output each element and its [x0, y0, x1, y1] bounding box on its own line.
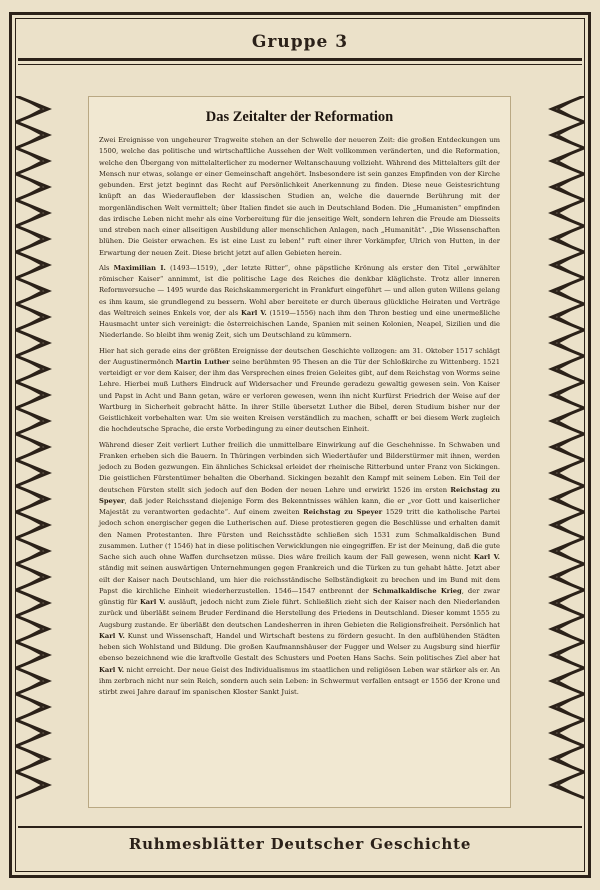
header-rule-thin — [18, 64, 582, 65]
chevron-ornament-icon — [12, 96, 52, 812]
bold-term: Karl V. — [473, 553, 500, 561]
chevron-ornament-icon — [548, 96, 588, 812]
paragraph: Als Maximilian I. (1493—1519), „der letzte Ritter“, ohne päpstliche Krönung als erster den Titel „erwählter römischer Kaiser“ annimmt, ist die politische Lage des Reiches die denkbar kläglichste. Trotz aller inneren Reformversuche — 1495 wurde das Reichskammergericht in Frankfurt eingeführt — und allen guten Willens gelang es ihm kaum, sie grundlegend zu bessern. Wohl aber bereitete er durch überaus glückliche Heiraten und Verträge das Weltreich seines Enkels vor, der als Karl V. (1519—1556) nach ihm den Thron bestieg und eine unermeßliche Hausmacht unter sich vereinigt: die österreichischen Lande, Spanien mit seinen Kolonien, Neapel, Sizilien und die Niederlande. So bleibt ihm wenig Zeit, sich um Deutschland zu kümmern. — [99, 263, 500, 340]
bold-term: Karl V. — [241, 308, 267, 317]
article-title: Das Zeitalter der Reformation — [205, 109, 394, 125]
article-panel — [88, 96, 511, 808]
paragraph: Hier hat sich gerade eins der größten Ereignisse der deutschen Geschichte vollzogen: am 31. Oktober 1517 schlägt der Augustinermönch Martin Luther seine berühmten 95 Thesen an die Tür der Schloßkirche zu Wittenberg. 1521 verteidigt er vor dem Kaiser, der ihm das Versprechen eines freien Geleites gibt, auf dem Reichstag von Worms seine Lehre. Hierbei muß Luthers Eindruck auf Widersacher und Freunde geradezu gewaltig gewesen sein. Von Kaiser und Papst in Acht und Bann getan, wäre er verloren gewesen, wenn ihn nicht Kurfürst Friedrich der Weise auf der Wartburg in Sicherheit gebracht hätte. In ihrer Stille übersetzt Luther die Bibel, deren Studium bisher nur der Geistlichkeit vorbehalten war. Um sie weiten Kreisen verständlich zu machen, schafft er bei diesem Werk zugleich die hochdeutsche Sprache, die erste Vorbedingung zu einer deutschen Einheit. — [99, 346, 500, 434]
bold-term: Karl V. — [99, 665, 125, 674]
paragraph: Während dieser Zeit verliert Luther freilich die unmittelbare Einwirkung auf die Geschehnisse. In Schwaben und Franken erheben sich die Bauern. In Thüringen verbinden sich Wiedertäufer und Bilderstürmer mit ihnen, werden jedoch zu Boden gezwungen. Ein ähnliches Schicksal erleidet der rheinische Ritterbund unter Franz von Sickingen. Die geistlichen Fürstentümer behalten die Oberhand. Sickingen bezahlt den Kampf mit seinem Leben. Ein Teil der deutschen Fürsten stellt sich jedoch auf den Boden der neuen Lehre und erwirkt 1526 im ersten Reichstag zu Speyer, daß jeder Reichsstand diejenige Form des Bekenntnisses wählen kann, die er „vor Gott und kaiserlicher Majestät zu verantworten gedachte“. Auf einem zweiten Reichstag zu Speyer 1529 tritt die katholische Partei jedoch schon energischer gegen die Lutherischen auf. Diese protestieren gegen die Beschlüsse und erhalten damit den Namen Protestanten. Ihre Fürsten und Reichsstädte schließen sich 1531 zum Schmalkaldischen Bund zusammen. Luther († 1546) hat in diese politischen Verwicklungen nie eingegriffen. Er ist der Meinung, daß die gute Sache sich auch ohne Waffen durchsetzen müsse. Dies wäre freilich kaum der Fall gewesen, wenn nicht Karl V. ständig mit seinen auswärtigen Unternehmungen gegen Frankreich und die Türken zu tun gehabt hätte. Jetzt aber eilt der Kaiser nach Deutschland, um hier die reichsständische Selbständigkeit zu brechen und im Bund mit dem Papst die kirchliche Einheit wiederherzustellen. 1546—1547 entbrennt der Schmalkaldische Krieg, der zwar günstig für Karl V. ausläuft, jedoch nicht zum Ziele führt. Schließlich zieht sich der Kaiser nach den Niederlanden zurück und überläßt seinem Bruder Ferdinand die Herstellung des Friedens in Deutschland. Dieser kommt 1555 zu Augsburg zustande. Er überläßt den deutschen Landesherren in ihren Gebieten die Religionsfreiheit. Persönlich hat Karl V. Kunst und Wissenschaft, Handel und Wirtschaft bestens zu fördern gesucht. In den aufblühenden Städten heben sich Wohlstand und Bildung. Die großen Kaufmannshäuser der Fugger und Welser zu Augsburg sind hierfür ebenso bezeichnend wie die kraftvolle Gestalt des Schusters und Poeten Hans Sachs. Sein politisches Ziel aber hat Karl V. nicht erreicht. Der neue Geist des Individualismus im staatlichen und religiösen Leben war stärker als er. An ihm zerbrach nicht nur sein Reich, sondern auch sein Leben: in Schwermut verfallen entsagt er 1556 der Krone und stirbt zwei Jahre darauf im spanischen Kloster Sankt Juist. — [99, 440, 501, 696]
bold-term: Karl V. — [139, 598, 166, 606]
footer-rule — [18, 826, 582, 828]
group-label: Gruppe 3 — [251, 32, 349, 52]
bold-term: Reichstag zu Speyer — [303, 508, 383, 516]
header — [18, 20, 582, 70]
header-rule — [18, 58, 582, 61]
bold-term: Schmalkaldische Krieg — [372, 586, 462, 595]
paragraph: Zwei Ereignisse von ungeheurer Tragweite stehen an der Schwelle der neueren Zeit: die großen Entdeckungen um 1500, welche das politische und wirtschaftliche Aussehen der Welt vollkommen veränderten, und die Reformation, welche den Übergang von mittelalterlicher zu moderner Weltanschauung vollzieht. Während des Mittelalters gilt der Mensch nur etwas, solange er einer Gemeinschaft angehört. Insbesondere ist sein ganzes Empfinden von der Kirche gebunden. Erst jetzt beginnt das Recht auf Persönlichkeit Anerkennung zu finden. Diese neue Geistesrichtung knüpft an das Wiederaufleben der klassischen Studien an, welche die dauernde Berührung mit der morgenländischen Welt vermittelt; über Italien findet sie auch in Deutschland Boden. Die „Humanisten“ empfinden das irdische Leben nicht mehr als eine Vorbereitung für die jenseitige Welt, sondern lehren die Freude am Diesseits und streben nach einer allseitigen Ausbildung aller menschlichen Anlagen, nach „Humanität“. „Die Wissenschaften blühen. Die Geister erwachen. Es ist eine Lust zu leben!“ ruft einer ihrer Vorkämpfer, Ulrich von Hutten, in der Erwartung der neuen Zeit. Diese bricht jetzt auf allen Gebieten herein. — [99, 136, 500, 257]
bold-term: Reichstag zu Speyer — [99, 485, 500, 505]
bold-term: Maximilian I. — [113, 263, 166, 272]
bold-term: Martin Luther — [175, 357, 230, 366]
article-body — [99, 135, 500, 698]
bold-term: Karl V. — [99, 631, 125, 640]
footer-title: Ruhmesblätter Deutscher Geschichte — [128, 835, 472, 853]
